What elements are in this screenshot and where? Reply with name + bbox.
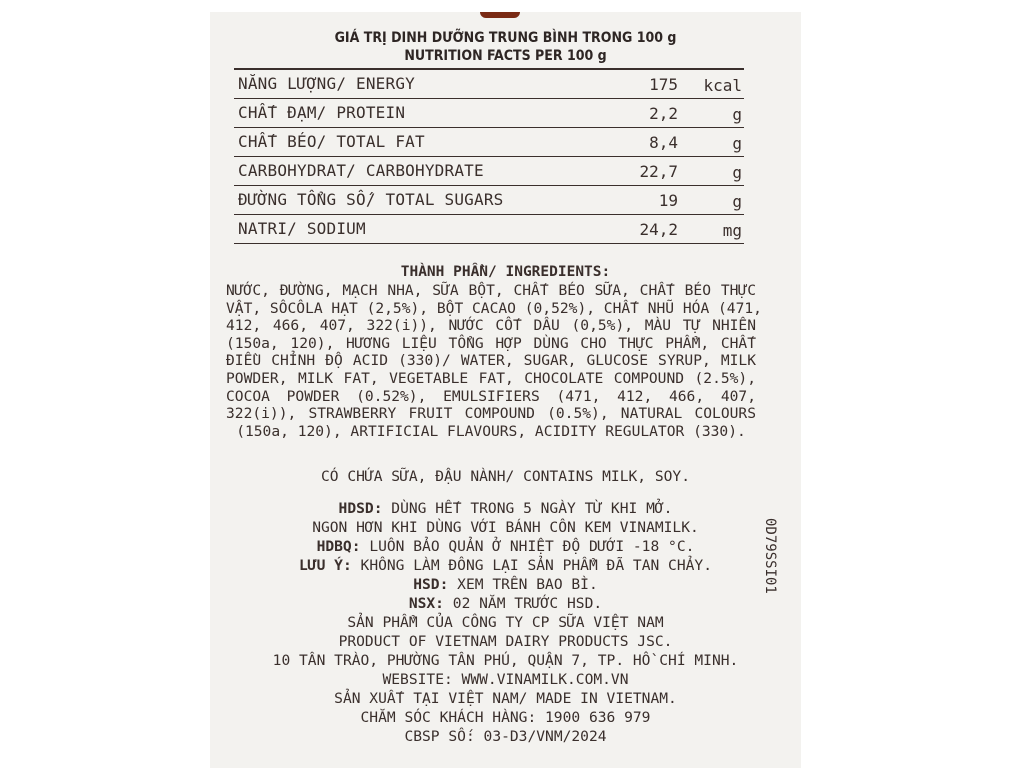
made-in: SẢN XUẤT TẠI VIỆT NAM/ MADE IN VIETNAM.: [334, 690, 677, 707]
ingredients-line: (150a, 120), HƯƠNG LIỆU TỔNG HỢP DÙNG CHO THỰC PHẨM, CHẤT: [226, 334, 756, 352]
usage-line-hdbq: [210, 538, 801, 557]
luuy-text: KHÔNG LÀM ĐÔNG LẠI SẢN PHẨM ĐÃ TAN CHẢY.: [360, 557, 712, 574]
hsd-text: XEM TRÊN BAO BÌ.: [457, 576, 598, 593]
company-address: 10 TÂN TRÀO, PHƯỜNG TÂN PHÚ, QUẬN 7, TP. HỒ CHÍ MINH.: [272, 652, 739, 669]
nutrient-value: 19: [658, 191, 678, 210]
nsx-label: NSX:: [408, 595, 444, 612]
nutrition-table: [234, 70, 744, 244]
nutrient-name: CARBOHYDRAT/ CARBOHYDRATE: [238, 161, 484, 180]
nutrition-title-en: NUTRITION FACTS PER 100 g: [404, 48, 607, 64]
customer-care: CHĂM SÓC KHÁCH HÀNG: 1900 636 979: [360, 709, 651, 726]
product-label: [210, 12, 801, 768]
hsd-label: HSD:: [413, 576, 449, 593]
nutrition-row-sugars: [234, 186, 744, 215]
ingredients-line: VẬT, SÔCÔLA HẠT (2,5%), BỘT CACAO (0,52%), CHẤT NHŨ HÓA (471,: [226, 299, 762, 317]
nutrient-name: CHẤT ĐẠM/ PROTEIN: [238, 103, 406, 122]
company-website: WEBSITE: WWW.VINAMILK.COM.VN: [382, 671, 629, 688]
hdsd-text: DÙNG HẾT TRONG 5 NGÀY TỪ KHI MỞ.: [391, 500, 673, 517]
usage-line-hsd: [210, 576, 801, 595]
company-line: PRODUCT OF VIETNAM DAIRY PRODUCTS JSC.: [338, 633, 673, 650]
ingredients-line: COCOA POWDER (0.52%), EMULSIFIERS (471, 412, 466, 407,: [226, 387, 756, 405]
allergen-statement: CÓ CHỨA SỮA, ĐẬU NÀNH/ CONTAINS MILK, SOY.: [320, 468, 691, 485]
nutrient-unit: g: [732, 163, 742, 182]
nutrient-unit: g: [732, 192, 742, 211]
nutrient-value: 22,7: [639, 162, 678, 181]
nutrient-name: NATRI/ SODIUM: [238, 219, 366, 238]
nutrient-name: NĂNG LƯỢNG/ ENERGY: [238, 74, 415, 93]
ingredients-line: ĐIỀU CHỈNH ĐỘ ACID (330)/ WATER, SUGAR, GLUCOSE SYRUP, MILK: [226, 352, 756, 370]
product-registration: CBSP SỐ: 03-D3/VNM/2024: [404, 728, 607, 745]
nutrition-row-energy: [234, 70, 744, 99]
nutrient-unit: g: [732, 134, 742, 153]
nutrient-name: ĐƯỜNG TỔNG SỐ/ TOTAL SUGARS: [238, 190, 504, 209]
hdbq-text: LUÔN BẢO QUẢN Ở NHIỆT ĐỘ DƯỚI -18 °C.: [369, 538, 695, 555]
usage-line-nsx: [210, 595, 801, 614]
luuy-label: LƯU Ý:: [299, 557, 352, 574]
nsx-text: 02 NĂM TRƯỚC HSD.: [452, 595, 603, 612]
side-batch-code: 0D79SSI01: [762, 518, 778, 594]
nutrition-row-sodium: [234, 215, 744, 244]
nutrition-row-carbohydrate: [234, 157, 744, 186]
ingredients-line: NƯỚC, ĐƯỜNG, MẠCH NHA, SỮA BỘT, CHẤT BÉO SỮA, CHẤT BÉO THỰC: [226, 282, 756, 299]
ingredients-line: POWDER, MILK FAT, VEGETABLE FAT, CHOCOLATE COMPOUND (2.5%),: [226, 369, 756, 387]
nutrient-value: 24,2: [639, 220, 678, 239]
hdbq-label: HDBQ:: [316, 538, 361, 555]
ingredients-line: (150a, 120), ARTIFICIAL FLAVOURS, ACIDITY REGULATOR (330).: [236, 422, 746, 440]
hdsd-label: HDSD:: [338, 500, 383, 517]
usage-line-hdsd: [210, 500, 801, 519]
nutrient-unit: kcal: [703, 76, 742, 95]
nutrient-value: 8,4: [649, 133, 678, 152]
nutrient-name: CHẤT BÉO/ TOTAL FAT: [238, 132, 425, 151]
nutrition-title-vi: GIÁ TRỊ DINH DƯỠNG TRUNG BÌNH TRONG 100 g: [334, 30, 677, 46]
nutrient-unit: g: [732, 105, 742, 124]
nutrient-value: 175: [649, 75, 678, 94]
top-color-band: [480, 12, 520, 18]
ingredients-title: THÀNH PHẦN/ INGREDIENTS:: [400, 264, 611, 280]
ingredients-line: 322(i)), STRAWBERRY FRUIT COMPOUND (0.5%), NATURAL COLOURS: [226, 405, 756, 423]
company-line: SẢN PHẨM CỦA CÔNG TY CP SỮA VIỆT NAM: [347, 614, 664, 631]
ingredients-text: [226, 282, 762, 440]
ingredients-line: 412, 466, 407, 322(i)), NƯỚC CỐT DÂU (0,5%), MÀU TỰ NHIÊN: [226, 317, 756, 335]
nutrition-row-fat: [234, 128, 744, 157]
nutrient-unit: mg: [722, 221, 742, 240]
nutrient-value: 2,2: [649, 104, 678, 123]
usage-line-luuy: [210, 557, 801, 576]
usage-line-hdsd-2: NGON HƠN KHI DÙNG VỚI BÁNH CÔN KEM VINAMILK.: [312, 519, 699, 536]
nutrition-row-protein: [234, 99, 744, 128]
